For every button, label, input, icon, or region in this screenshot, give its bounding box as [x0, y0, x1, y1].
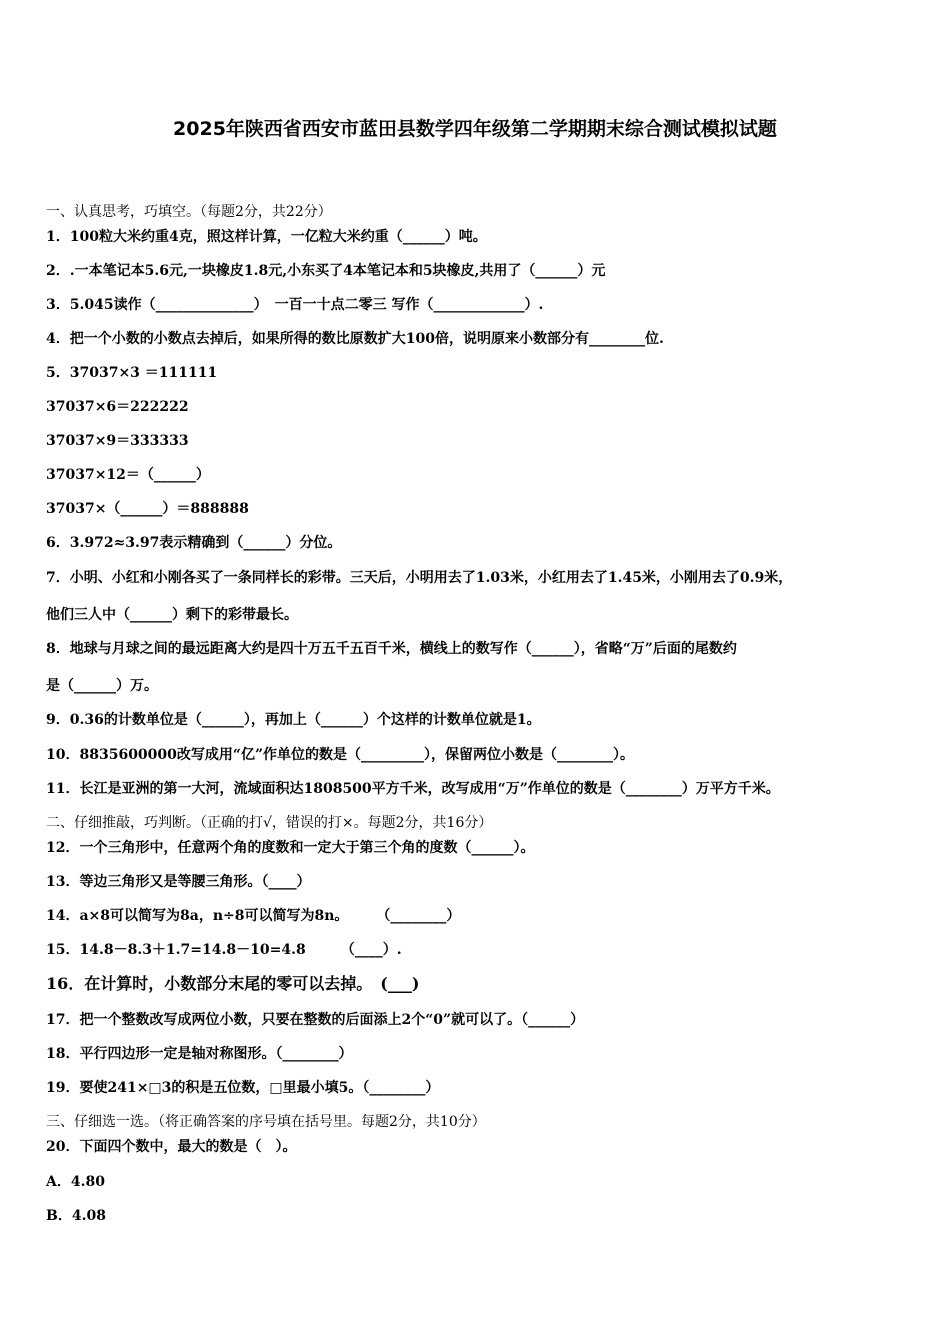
page-title: 2025年陕西省西安市蓝田县数学四年级第二学期期末综合测试模拟试题 [173, 118, 777, 140]
question-8: 8．地球与月球之间的最远距离大约是四十万五千五百千米，横线上的数写作（______），省略“万”后面的尾数约 [46, 641, 737, 657]
question-11: 11．长江是亚洲的第一大河，流域面积达1808500平方千米，改写成用“万”作单位的数是（________）万平方千米。 [46, 781, 780, 797]
question-12: 12．一个三角形中，任意两个角的度数和一定大于第三个角的度数（______）。 [46, 840, 535, 856]
question-2: 2．.一本笔记本5.6元,一块橡皮1.8元,小东买了4本笔记本和5块橡皮,共用了（______）元 [46, 263, 606, 279]
question-9: 9．0.36的计数单位是（______），再加上（______）个这样的计数单位就是1。 [46, 712, 541, 728]
question-7: 7．小明、小红和小刚各买了一条同样长的彩带。三天后，小明用去了1.03米，小红用去了1.45米，小刚用去了0.9米， [46, 570, 793, 586]
option-b: B．4.08 [46, 1208, 106, 1224]
question-5-line-2: 37037×6＝222222 [46, 399, 189, 415]
option-a: A．4.80 [46, 1174, 105, 1190]
question-13: 13．等边三角形又是等腰三角形。（____） [46, 874, 311, 890]
question-18: 18．平行四边形一定是轴对称图形。（________） [46, 1046, 353, 1062]
question-10: 10．8835600000改写成用“亿”作单位的数是（_________），保留两位小数是（________）。 [46, 747, 634, 763]
question-15: 15．14.8－8.3＋1.7=14.8－10=4.8 （____）. [46, 942, 402, 958]
section-1-heading: 一、认真思考，巧填空。（每题2分，共22分） [46, 204, 332, 220]
question-5-line-4: 37037×12＝（______） [46, 467, 210, 483]
question-17: 17．把一个整数改写成两位小数，只要在整数的后面添上2个“0”就可以了。（______） [46, 1012, 585, 1028]
section-2-heading: 二、仔细推敲，巧判断。（正确的打√，错误的打×。每题2分，共16分） [46, 815, 493, 831]
question-19: 19．要使241×□3的积是五位数，□里最小填5。（________） [46, 1080, 440, 1096]
question-16: 16．在计算时，小数部分末尾的零可以去掉。 (___) [46, 974, 420, 993]
question-5: 5．37037×3 ＝111111 [46, 365, 218, 381]
section-3-heading: 三、仔细选一选。（将正确答案的序号填在括号里。每题2分，共10分） [46, 1114, 486, 1130]
question-7-line-2: 他们三人中（______）剩下的彩带最长。 [46, 607, 298, 623]
question-5-line-5: 37037×（______）＝888888 [46, 501, 249, 517]
question-8-line-2: 是（______）万。 [46, 678, 158, 694]
question-4: 4．把一个小数的小数点去掉后，如果所得的数比原数扩大100倍，说明原来小数部分有________位. [46, 331, 664, 347]
question-14: 14．a×8可以简写为8a，n÷8可以简写为8n。 （________） [46, 908, 461, 924]
question-3: 3．5.045读作（______________） 一百一十点二零三 写作（_____________）. [46, 297, 544, 313]
question-20: 20．下面四个数中，最大的数是（ ）。 [46, 1139, 297, 1155]
question-6: 6．3.972≈3.97表示精确到（______）分位。 [46, 535, 342, 551]
question-5-line-3: 37037×9＝333333 [46, 433, 189, 449]
question-1: 1．100粒大米约重4克，照这样计算，一亿粒大米约重（______）吨。 [46, 229, 487, 245]
